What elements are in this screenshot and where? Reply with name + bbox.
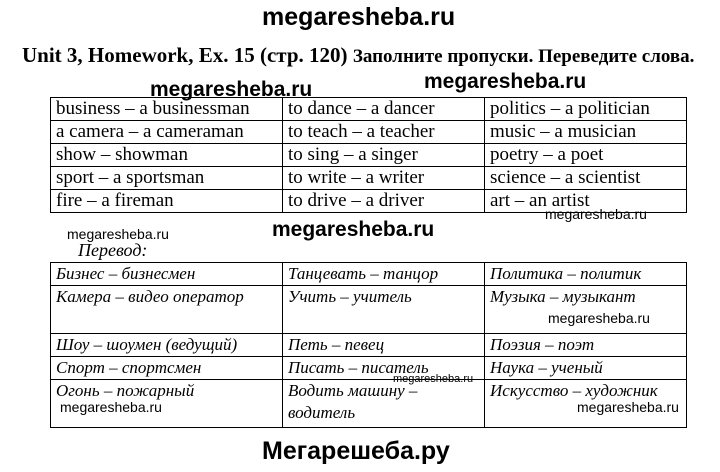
watermark-under-title-left: megaresheba.ru <box>150 78 313 101</box>
watermark-after-table1-center: megaresheba.ru <box>272 218 435 241</box>
table-row <box>51 167 687 190</box>
table-cell: science – a scientist <box>485 167 687 190</box>
words-table <box>50 97 687 213</box>
table-cell: sport – a sportsman <box>51 167 283 190</box>
table-row <box>51 98 687 121</box>
table-cell: Водить машину – водитель <box>283 380 485 428</box>
watermark-after-table1-small: megaresheba.ru <box>545 206 647 222</box>
exercise-heading <box>22 43 702 69</box>
watermark-table2-right: megaresheba.ru <box>548 310 650 326</box>
watermark-after-table1-left: megaresheba.ru <box>67 226 169 242</box>
table-cell: to teach – a teacher <box>283 121 485 144</box>
table-row <box>51 121 687 144</box>
exercise-unit: Unit 3, Homework, Ex. 15 (стр. 120) <box>22 43 348 67</box>
table-cell: Шоу – шоумен (ведущий) <box>51 334 283 357</box>
table-row <box>51 334 687 357</box>
table-cell: show – showman <box>51 144 283 167</box>
table-cell: poetry – a poet <box>485 144 687 167</box>
table-cell: Поэзия – поэт <box>485 334 687 357</box>
table-cell: Камера – видео оператор <box>51 286 283 334</box>
table-cell: art – an artist <box>485 190 687 213</box>
translation-label: Перевод: <box>78 240 148 260</box>
table-cell: Учить – учитель <box>283 286 485 334</box>
table-cell: Искусство – художник <box>485 380 687 428</box>
table-row <box>51 357 687 380</box>
table-cell: to dance – a dancer <box>283 98 485 121</box>
table-cell: music – a musician <box>485 121 687 144</box>
table-cell: Наука – ученый <box>485 357 687 380</box>
table-cell: to drive – a driver <box>283 190 485 213</box>
table-cell: Музыка – музыкант <box>485 286 687 334</box>
watermark-table2-bottom-left: megaresheba.ru <box>60 399 162 415</box>
table-cell: a camera – a cameraman <box>51 121 283 144</box>
watermark-top: megaresheba.ru <box>262 3 456 31</box>
table-row <box>51 144 687 167</box>
table-cell: Бизнес – бизнесмен <box>51 263 283 286</box>
table-cell: politics – a politician <box>485 98 687 121</box>
watermark-table2-tiny: megaresheba.ru <box>393 373 474 385</box>
table-cell: Писать – писатель <box>283 357 485 380</box>
watermark-table2-bottom-right: megaresheba.ru <box>577 399 679 415</box>
table-cell: to sing – a singer <box>283 144 485 167</box>
table-cell: Политика – политик <box>485 263 687 286</box>
table-cell: Петь – певец <box>283 334 485 357</box>
table-cell: Танцевать – танцор <box>283 263 485 286</box>
table-row <box>51 263 687 286</box>
table-cell: to write – a writer <box>283 167 485 190</box>
exercise-task: Заполните пропуски. Переведите слова. <box>352 46 695 67</box>
watermark-footer: Мегарешеба.ру <box>262 437 450 465</box>
table-cell: fire – a fireman <box>51 190 283 213</box>
table-cell: Спорт – спортсмен <box>51 357 283 380</box>
table-cell: business – a businessman <box>51 98 283 121</box>
table-cell: Огонь – пожарный <box>51 380 283 428</box>
watermark-under-title-right: megaresheba.ru <box>424 70 587 93</box>
